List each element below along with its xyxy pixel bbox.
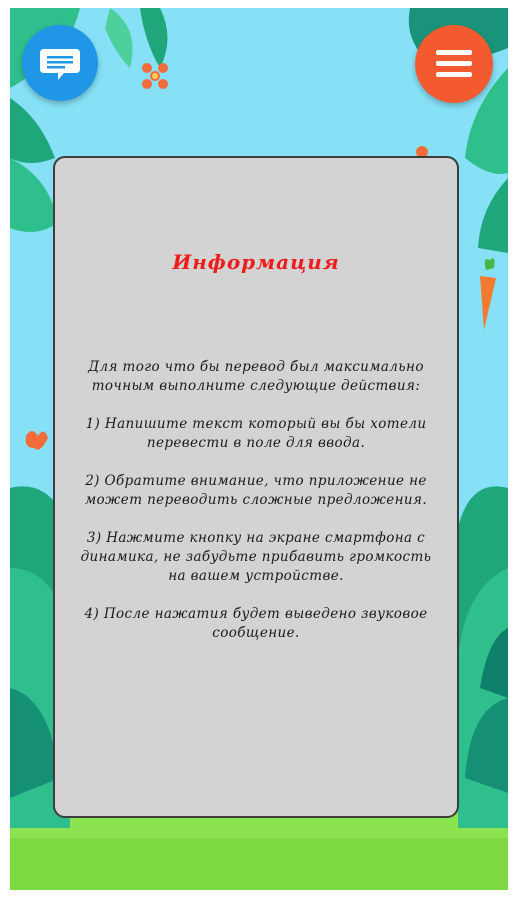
info-step-1: 1) Напишите текст который вы бы хотели перевести в поле для ввода. xyxy=(85,416,427,451)
butterfly xyxy=(26,431,48,450)
info-title: Информация xyxy=(172,250,340,274)
info-intro: Для того что бы перевод был максимально точным выполните следующие действия: xyxy=(88,359,424,394)
app-screen xyxy=(10,8,508,890)
chat-bubble-icon xyxy=(22,25,98,101)
chat-button[interactable] xyxy=(22,25,98,101)
info-step-4: 4) После нажатия будет выведено звуковое сообщение. xyxy=(84,606,428,641)
grass-lower xyxy=(10,838,508,890)
info-body xyxy=(77,358,435,662)
menu-button[interactable] xyxy=(415,25,493,103)
info-step-2: 2) Обратите внимание, что приложение не может переводить сложные предложения. xyxy=(84,473,428,508)
bottom-right-bush xyxy=(458,486,508,828)
carrot-decoration xyxy=(480,258,496,330)
info-panel xyxy=(53,156,459,818)
info-step-3: 3) Нажмите кнопку на экране смартфона с динамика, не забудьте прибавить громкость на вашем устройстве. xyxy=(80,530,432,584)
flower-top xyxy=(142,63,168,89)
hamburger-menu-icon xyxy=(415,25,493,103)
